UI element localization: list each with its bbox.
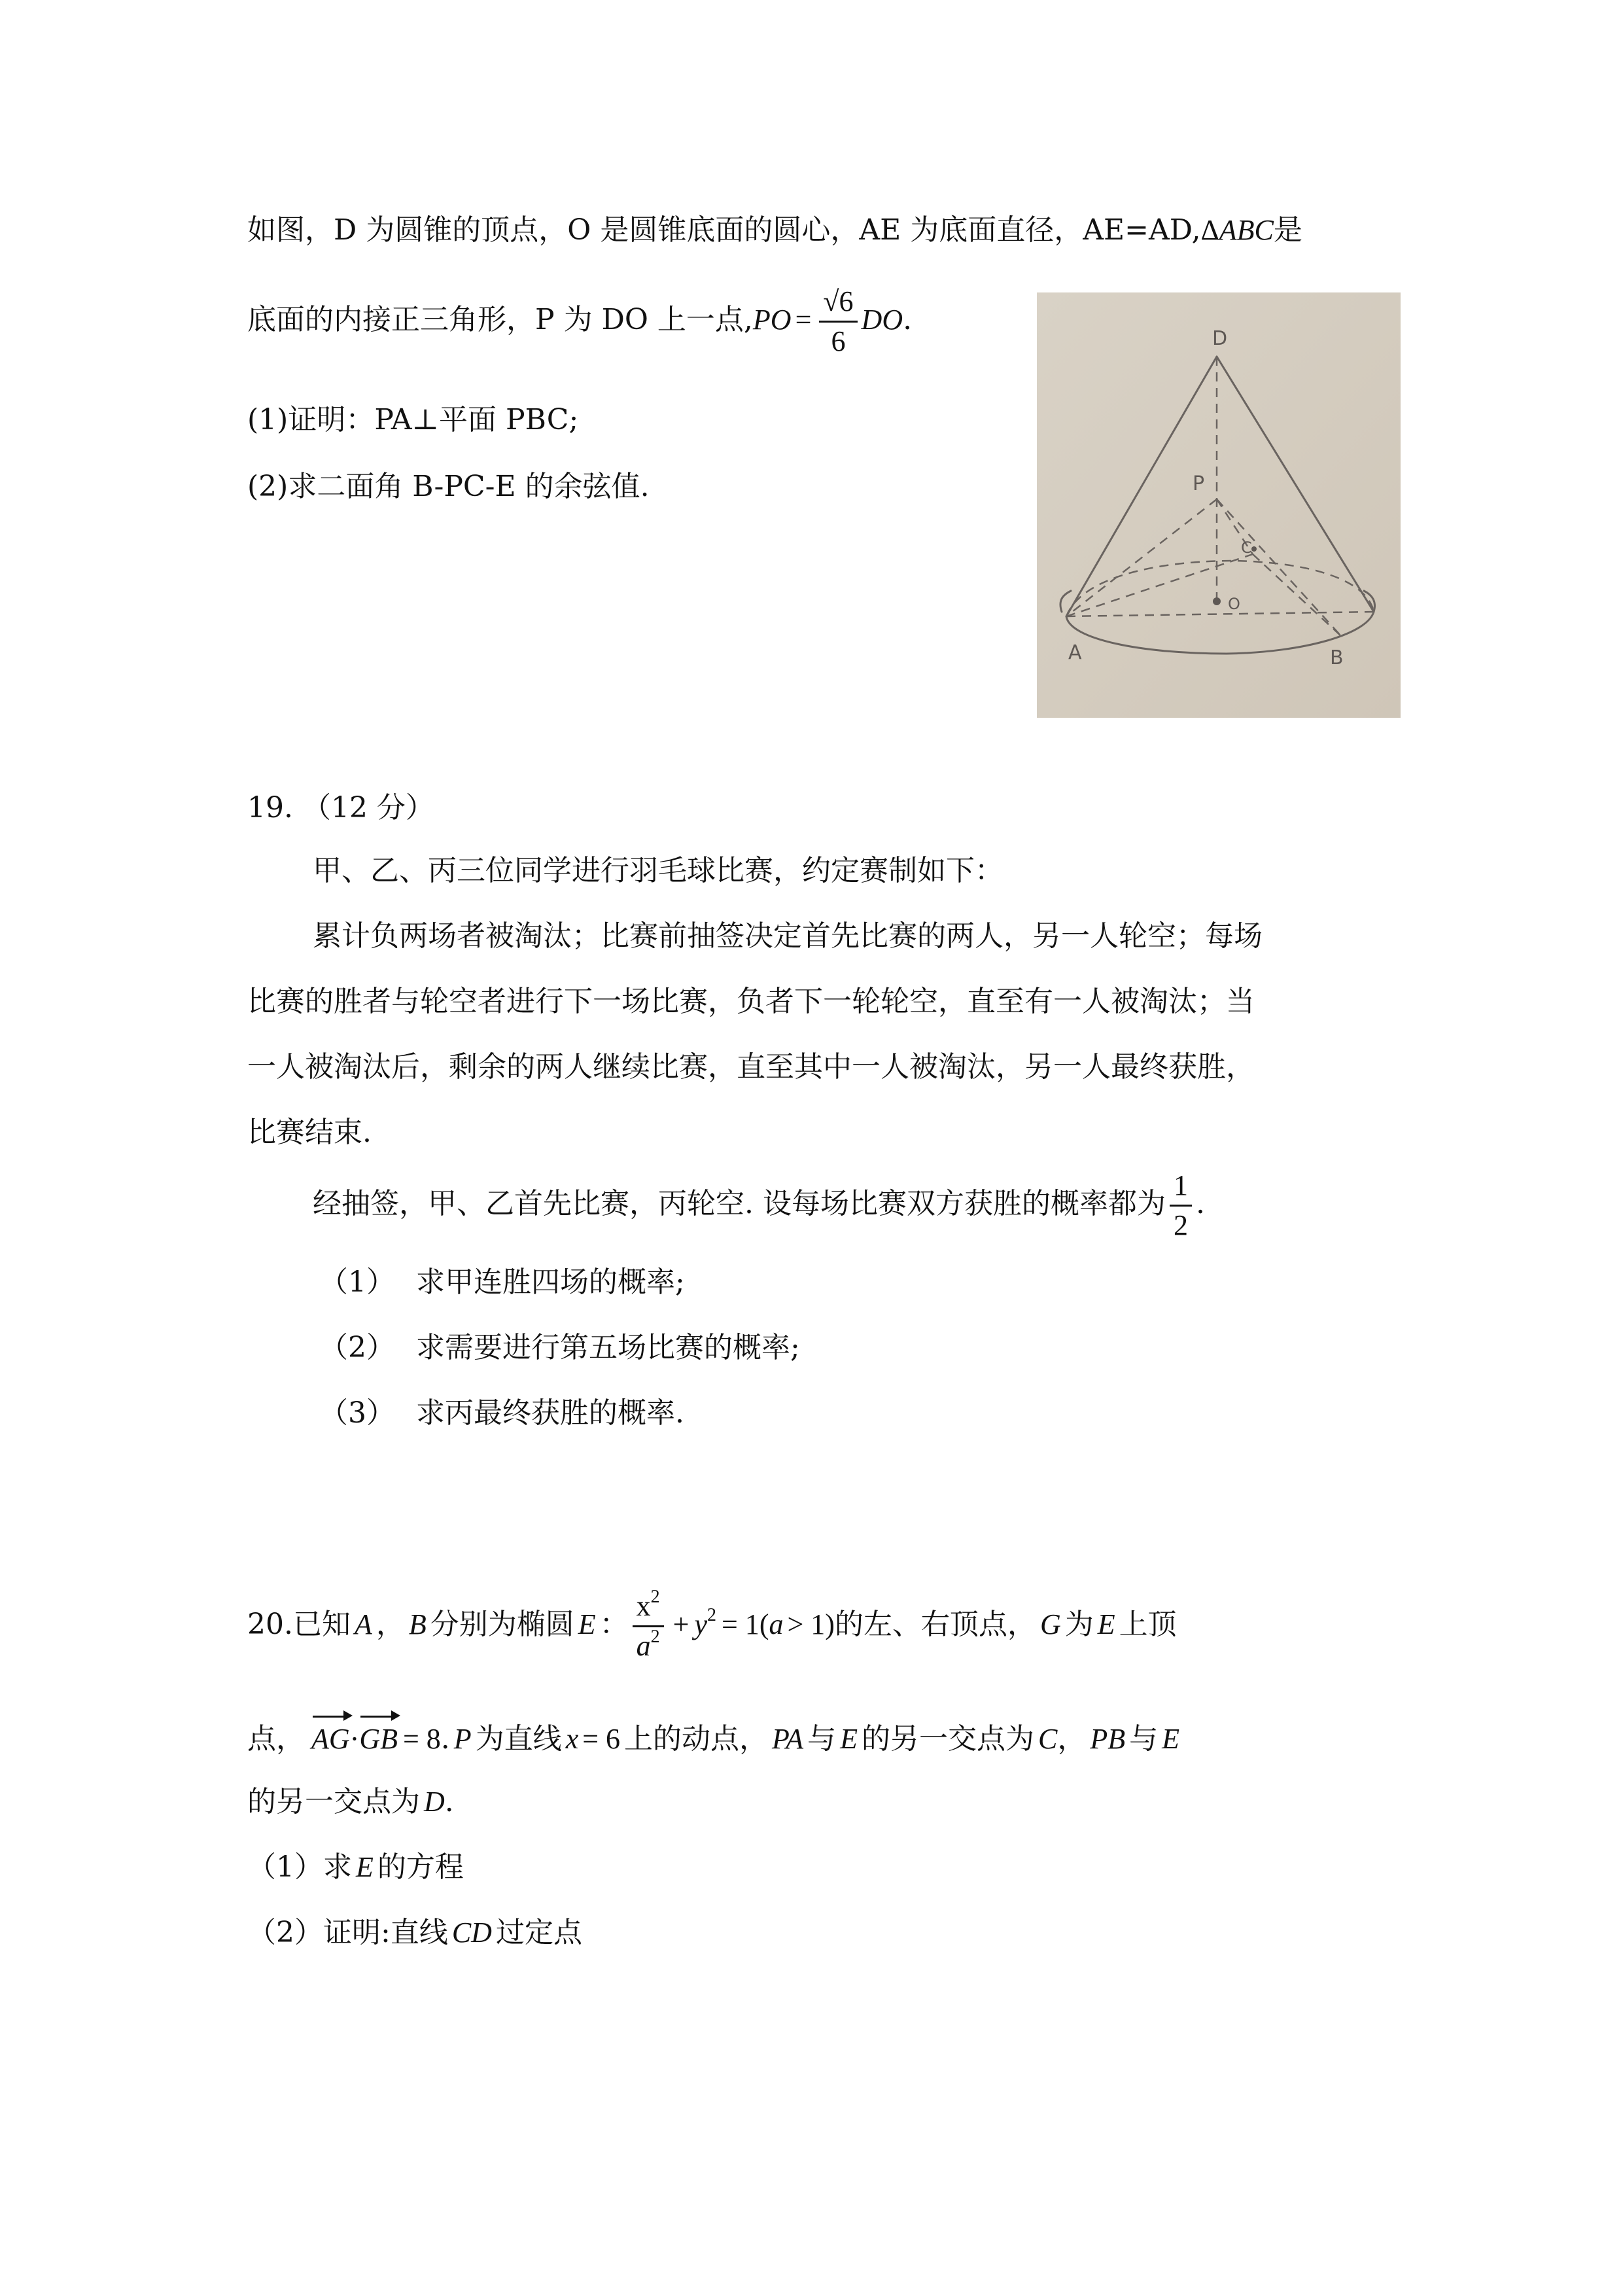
q20-text-ellipse: 分别为椭圆 (430, 1608, 574, 1641)
var-g: G (1039, 1608, 1061, 1640)
var-e: E (1097, 1608, 1115, 1640)
q20-part-2 (247, 1913, 582, 1952)
q20-text-with: 与 (1129, 1722, 1159, 1756)
var-e: E (578, 1608, 596, 1640)
var-a: a (769, 1608, 784, 1640)
fraction-sqrt6-over-6 (819, 283, 857, 361)
q18-line1-end: 是 (1273, 213, 1302, 247)
q18-line2-text: 底面的内接正三角形，P 为 DO 上一点, (247, 303, 753, 336)
q19-rule-line-2: 比赛的胜者与轮空者进行下一场比赛，负者下一轮轮空，直至有一人被淘汰；当 (247, 985, 1255, 1018)
var-x: x (565, 1723, 579, 1755)
label-b: B (1330, 646, 1344, 669)
var-a-point: A (354, 1608, 372, 1640)
q19-part-3-text: 求丙最终获胜的概率. (416, 1396, 684, 1430)
label-c: C (1241, 539, 1252, 557)
vector-ag: AG (311, 1720, 350, 1759)
dot-operator: · (349, 1723, 360, 1755)
var-po: PO (752, 304, 792, 336)
fraction-numerator: 1 (1170, 1167, 1192, 1207)
var-e: E (840, 1723, 858, 1755)
q19-header: 19. （12 分） (247, 791, 434, 824)
q20-text-intersection: 的另一交点为 (862, 1722, 1035, 1756)
q18-line2-end: . (903, 303, 913, 336)
var-p: P (453, 1723, 472, 1755)
fraction-denominator (633, 1627, 664, 1665)
q20-part-2-suffix: 过定点 (495, 1916, 582, 1949)
numerator-exponent: 2 (650, 1587, 660, 1607)
equals-six: = 6 (582, 1723, 621, 1755)
var-e: E (1162, 1723, 1180, 1755)
q20-text-top: 上顶 (1119, 1608, 1177, 1641)
cone-diagram (1037, 292, 1401, 718)
fraction-one-half (1170, 1167, 1192, 1245)
colon: ： (599, 1608, 629, 1641)
greater-than-one: > 1) (787, 1608, 835, 1640)
center-point-o (1213, 597, 1221, 605)
q19-rule-line-3: 一人被淘汰后，剩余的两人继续比赛，直至其中一人被淘汰，另一人最终获胜， (247, 1050, 1255, 1084)
label-d: D (1212, 327, 1228, 350)
q19-draw-end: . (1195, 1187, 1205, 1220)
cone-figure-photo (1037, 292, 1401, 718)
q18-line2 (247, 283, 912, 361)
label-a: A (1068, 641, 1082, 664)
q20-part-1 (247, 1848, 464, 1887)
q20-part-1-prefix: （1）求 (247, 1850, 352, 1884)
q20-text-is: 为 (1064, 1608, 1094, 1641)
q19-part-3 (319, 1394, 684, 1433)
y-exponent: 2 (707, 1605, 717, 1625)
q20-part-1-suffix: 的方程 (377, 1850, 464, 1884)
period: . (444, 1785, 454, 1818)
fraction-x2-over-a2 (633, 1587, 664, 1665)
var-y: y (694, 1608, 708, 1640)
q18-line1-text: 如图，D 为圆锥的顶点，O 是圆锥底面的圆心，AE 为底面直径，AE=AD, (247, 213, 1201, 247)
var-b-point: B (408, 1608, 427, 1640)
q19-part-1-text: 求甲连胜四场的概率; (416, 1265, 685, 1299)
var-d: D (424, 1786, 445, 1818)
q20-prefix: 20.已知 (247, 1608, 351, 1641)
q19-part-2 (319, 1328, 800, 1368)
q18-part2: (2)求二面角 B-PC-E 的余弦值. (247, 470, 650, 503)
plus-sign: + (672, 1608, 689, 1640)
q19-rule-line-4: 比赛结束. (247, 1116, 372, 1149)
q20-line-2 (247, 1720, 1179, 1759)
var-pb: PB (1090, 1723, 1126, 1755)
q19-rule-line-1: 累计负两场者被淘汰；比赛前抽签决定首先比赛的两人，另一人轮空；每场 (313, 919, 1263, 953)
q20-text-vertices: 的左、右顶点， (834, 1608, 1036, 1641)
equals-eight: = 8 (402, 1723, 441, 1755)
label-o: O (1228, 595, 1240, 613)
var-do: DO (861, 304, 903, 336)
point-c (1251, 546, 1257, 552)
delta-symbol: Δ (1200, 214, 1219, 246)
q20-text-moving: 上的动点， (624, 1722, 769, 1756)
fraction-denominator: 2 (1173, 1209, 1188, 1241)
q18-part1: (1)证明：PA⊥平面 PBC; (247, 403, 579, 436)
triangle-abc: ABC (1219, 214, 1274, 246)
fraction-numerator (633, 1587, 664, 1627)
var-e: E (356, 1851, 374, 1883)
q20-text-line: 为直线 (475, 1722, 562, 1756)
vector-gb: GB (359, 1720, 398, 1759)
q20-text-other-intersection: 的另一交点为 (247, 1785, 420, 1818)
equals-one: = 1( (722, 1608, 769, 1640)
q20-text-point: 点， (247, 1722, 305, 1756)
var-c: C (1038, 1723, 1058, 1755)
q19-draw-line (313, 1167, 1205, 1245)
denominator-a: a (636, 1630, 651, 1662)
var-cd: CD (451, 1916, 492, 1949)
q20-part-2-prefix: （2）证明:直线 (247, 1916, 448, 1949)
q19-draw-text: 经抽签，甲、乙首先比赛，丙轮空. 设每场比赛双方获胜的概率都为 (313, 1187, 1166, 1220)
q19-part-2-text: 求需要进行第五场比赛的概率; (416, 1331, 800, 1364)
q19-part-1 (319, 1263, 685, 1302)
q19-part-3-number: （3） (319, 1396, 395, 1430)
label-p: P (1193, 472, 1205, 495)
q18-line1 (247, 211, 1302, 250)
q20-line-3 (247, 1782, 454, 1822)
q20-text-with: 与 (807, 1722, 837, 1756)
q19-part-1-number: （1） (319, 1265, 395, 1299)
fraction-denominator: 6 (831, 325, 846, 357)
numerator-x: x (636, 1590, 651, 1622)
denominator-exponent: 2 (650, 1627, 660, 1647)
equals-sign: = (795, 304, 812, 336)
fraction-numerator: √6 (819, 283, 857, 323)
q20-line-1 (247, 1587, 1177, 1665)
q19-part-2-number: （2） (319, 1331, 395, 1364)
comma: ， (375, 1608, 405, 1641)
q19-intro: 甲、乙、丙三位同学进行羽毛球比赛，约定赛制如下： (313, 854, 1003, 887)
period: . (440, 1722, 450, 1756)
var-pa: PA (772, 1723, 804, 1755)
comma: ， (1057, 1722, 1087, 1756)
